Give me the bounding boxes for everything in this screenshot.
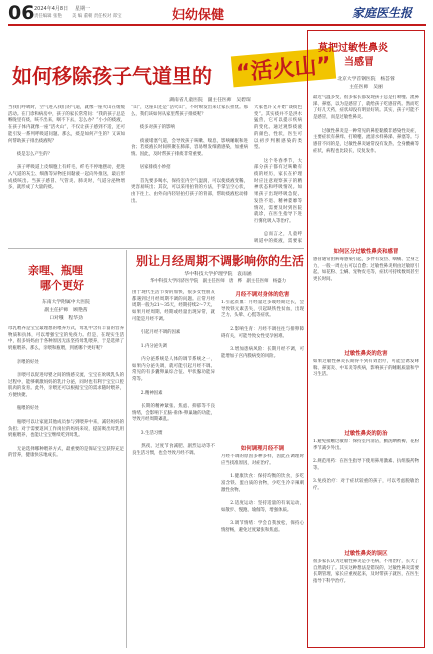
second-article-byline-name2: 口对哦 程华劲 (49, 316, 83, 321)
main-article-col1: 当我们呼吸时，空气进入我们的气道，就像一座火山在缓缓活动。在门诊和病房中，孩子的家长常常问：“我的孩子总是喉咙里有痰，咳不出来，咽不下去，怎么办？”小小的痰液，在孩子体内就像一座“活火山”，不仅让孩子感到不适，还可能引发一系列呼吸道问题。那么，痰是如何产生的？又该如何帮助孩子排出痰液呢？ 痰是怎么产生的？ 孩子呼吸道上皮细胞上有纤毛，纤毛不停地摆动，把进入气道的灰尘、细菌等异物连同黏液一起向外推送，最后形成痰咳出。当孩子感冒、气管炎、肺炎时，气道分泌物增多，就形成了大量的痰。 (8, 105, 125, 191)
third-article-subhead-1: 月经不调对身体的危害 (235, 292, 290, 298)
sidebar-subhead-2: 过敏性鼻炎的危害 (344, 351, 388, 357)
sidebar-body-5: 很多家长认为过敏性鼻炎是小毛病，不用治疗，长大了自然就好了。其实这种想法是错误的，过敏性鼻炎需要长期管理，家长应重视起来，及时带孩子就医，在医生指导下科学治疗。 (313, 559, 419, 585)
sidebar-title-line2: 当感冒 (344, 57, 374, 68)
third-article-subhead-2: 如何调理月经不调 (240, 446, 285, 452)
second-article-byline-name: 副主任护师 顾艳茜 (44, 308, 88, 313)
page-number: 06 (8, 2, 35, 24)
main-article-byline: 湖南省儿童医院 副主任医师 吴碧琛 (169, 98, 251, 103)
sidebar-box (307, 30, 425, 648)
third-article-byline-org2: 华中科技大学同济医学院 副主任医师 唐 桦 副主任医师 杨盛力 (149, 279, 287, 284)
main-article-title-text: 如何移除孩子气道里的 (12, 64, 212, 88)
divider-vertical-left (126, 250, 127, 648)
divider-horizontal (8, 248, 304, 249)
third-article-col1: 由于现代生活节奏的加快，很多女性朋友都遇到过月经周期不调的问题。正常月经周期一般为21～35天，经期持续2～7天。如果月经周期、经期或经量出现异常，就可能是月经不调。 引起月经不调的因素 1.内分泌失调 内分泌系统是人体的调节系统之一，如果内分泌失调，就可能引起月经不调。常见的有多囊卵巢综合征、甲状腺功能异常等。 2.精神因素 长期的精神紧张、焦虑、抑郁等不良情绪，会影响下丘脑-垂体-卵巢轴的功能，导致月经周期紊乱。 3.生活习惯 熬夜、过度节食减肥、剧烈运动等不良生活习惯，也会导致月经不调。 (132, 290, 215, 456)
sidebar-byline-name: 主任医师 吴丽 (349, 85, 383, 90)
main-article-col2: “山”，这座山还是“活火山”，不时喷发出来让家长担忧。那么，我们该如何从家里帮孩子排痰呢？ 痰多对孩子的影响 痰液堵塞气道，会导致孩子咳嗽、喘息，影响睡眠和进食；若痰液长时间积聚在肺部，容易继发细菌感染，加重病情。因此，及时帮孩子排痰非常重要。 居家排痰小妙招 首先要多喝水，保持室内空气湿润，可以使痰液变稀，更容易咳出；其次，可以采用拍背的方法，手掌呈空心状，由下往上、由外向内轻轻拍打孩子的背部，帮助痰液松动排出。 (131, 105, 248, 204)
main-article-title (12, 60, 212, 89)
third-article-col2: 1.引起贫血：月经量过多或经期过长，会导致铁元素丢失，引起缺铁性贫血，出现乏力、头晕、心慌等症状。 2.影响生育：月经不调往往与排卵障碍有关，可能导致女性受孕困难。 3.增加患病风险：长期月经不调，可能增加子宫内膜病变的风险。 (221, 300, 304, 359)
second-article-title: 亲哩、瓶哩 (28, 264, 83, 277)
sidebar-body-3: 如果过敏性鼻炎长期得不到有效治疗，可能会诱发哮喘、鼻窦炎、中耳炎等疾病，影响孩子的睡眠质量和学习生活。 (313, 359, 419, 378)
section-title: 妇幼保健 (172, 8, 225, 23)
sidebar-body-4: 1.避免接触过敏原：保持室内清洁，勤洗晒被褥，花粉季节减少外出。 2.规范用药：在医生指导下使用鼻用激素、抗组胺药物等。 3.免疫治疗：对于症状较重的孩子，可以考虑脱敏治疗。 (313, 439, 419, 491)
main-article-title-quote: “活火山” (231, 48, 336, 88)
sidebar-subhead-1: 如何区分过敏性鼻炎和感冒 (333, 249, 399, 255)
third-article-col2b: 月经不调的原因多种多样，因此在调理时应当找准原因，对症治疗。 1.健康饮食：保持均衡的饮食，多吃富含铁、蛋白质的食物，少吃生冷辛辣刺激性食物。 2.适度运动：坚持适量的有氧运动，如散步、慢跑、瑜伽等，增强体质。 3.调节情绪：学会自我放松，保持心情舒畅，避免过度紧张和焦虑。 (221, 454, 304, 533)
third-article-byline-org: 华中科技大学护理学院 袁雨涵 (184, 272, 252, 277)
main-article-col3: 大家也许又开始“谈痰色变”。其实痰并不是洪水猛兽，它可以提示疾病的变化。通过观察痰液的颜色、性状，医生可以初步判断感染的类型。 这个冬春季节，大部分孩子都有过咳嗽有痰的经历，家长在护理时应注意观察孩子的精神状态和呼吸情况。如果孩子出现呼吸急促、发热不退、精神萎靡等情况，需要及时到医院就诊，在医生指导下进行雾化吸入等治疗。 总而言之，儿童呼吸道中的痰液，需要家 (254, 105, 302, 245)
date: 2024年4月8日 (34, 6, 69, 12)
weekday: 星期一 (75, 6, 91, 12)
third-article-title: 别让月经周期不调影响你的生活 (136, 254, 305, 268)
sidebar-title: 莫把过敏性鼻炎 (318, 43, 388, 54)
second-article-byline-org: 东南大学附属中大医院 (42, 300, 90, 305)
sidebar-subhead-4: 过敏性鼻炎的误区 (344, 551, 388, 557)
sidebar-byline-org: 北京大学首钢医院 杨荟蓉 (337, 77, 395, 82)
second-article-title-line2: 哪个更好 (40, 279, 84, 292)
cover-note: 美 编 董朝 责任校对 郑宝 (72, 14, 122, 19)
second-article-body: 母乳喂养是宝宝最理想的喂养方式，母乳中含有丰富的营养物质和抗体，可以增强宝宝的免疫力。但是，在现实生活中，很多妈妈由于各种原因无法坚持母乳喂养，于是选择了奶瓶喂养。那么，亲喂和瓶喂，到底哪个更好呢？ 亲喂的好处 亲喂可以促进母婴之间的情感交流，宝宝在吮吸乳头的过程中，能够刺激妈妈的乳汁分泌，同时也有利于宝宝口腔肌肉的发育。此外，亲喂还可以根据宝宝的需求随时喂养，方便快捷。 瓶喂的好处 瓶喂可以让家庭其他成员参与到喂养中来，减轻妈妈的负担；对于需要返回工作岗位的妈妈来说，提前吸出母乳用奶瓶喂养，也能让宝宝继续吃到母乳。 无论选择哪种喂养方式，最重要的是保证宝宝获得充足的营养，健康快乐地成长。 (8, 326, 124, 459)
editor: 责任编辑 张艳 (34, 14, 62, 19)
sidebar-subhead-3: 过敏性鼻炎的防治 (344, 431, 388, 437)
sidebar-body-2: 感冒通常由病毒感染引起，多伴有发热、咽痛、全身乏力，一般一周左右可以自愈；过敏性鼻炎则由过敏原引起，如花粉、尘螨、宠物皮毛等，症状可持续数周甚至更长时间。 (313, 257, 419, 283)
paper-name: 家庭医生报 (352, 6, 413, 20)
sidebar-body: 最近气温多变，很多家长都发现孩子总是打喷嚏、流鼻涕、鼻塞，以为是感冒了，就给孩子吃感冒药。然而吃了好几天药，症状却没有明显好转。其实，孩子可能不是感冒，而是过敏性鼻炎。 过敏性鼻炎是一种常见的鼻腔黏膜非感染性炎症，主要症状有鼻痒、打喷嚏、流清水样鼻涕、鼻塞等。与感冒不同的是，过敏性鼻炎通常没有发热、全身酸痛等症状，病程也比较长，反复发作。 (313, 95, 419, 154)
header-rule (8, 24, 426, 26)
